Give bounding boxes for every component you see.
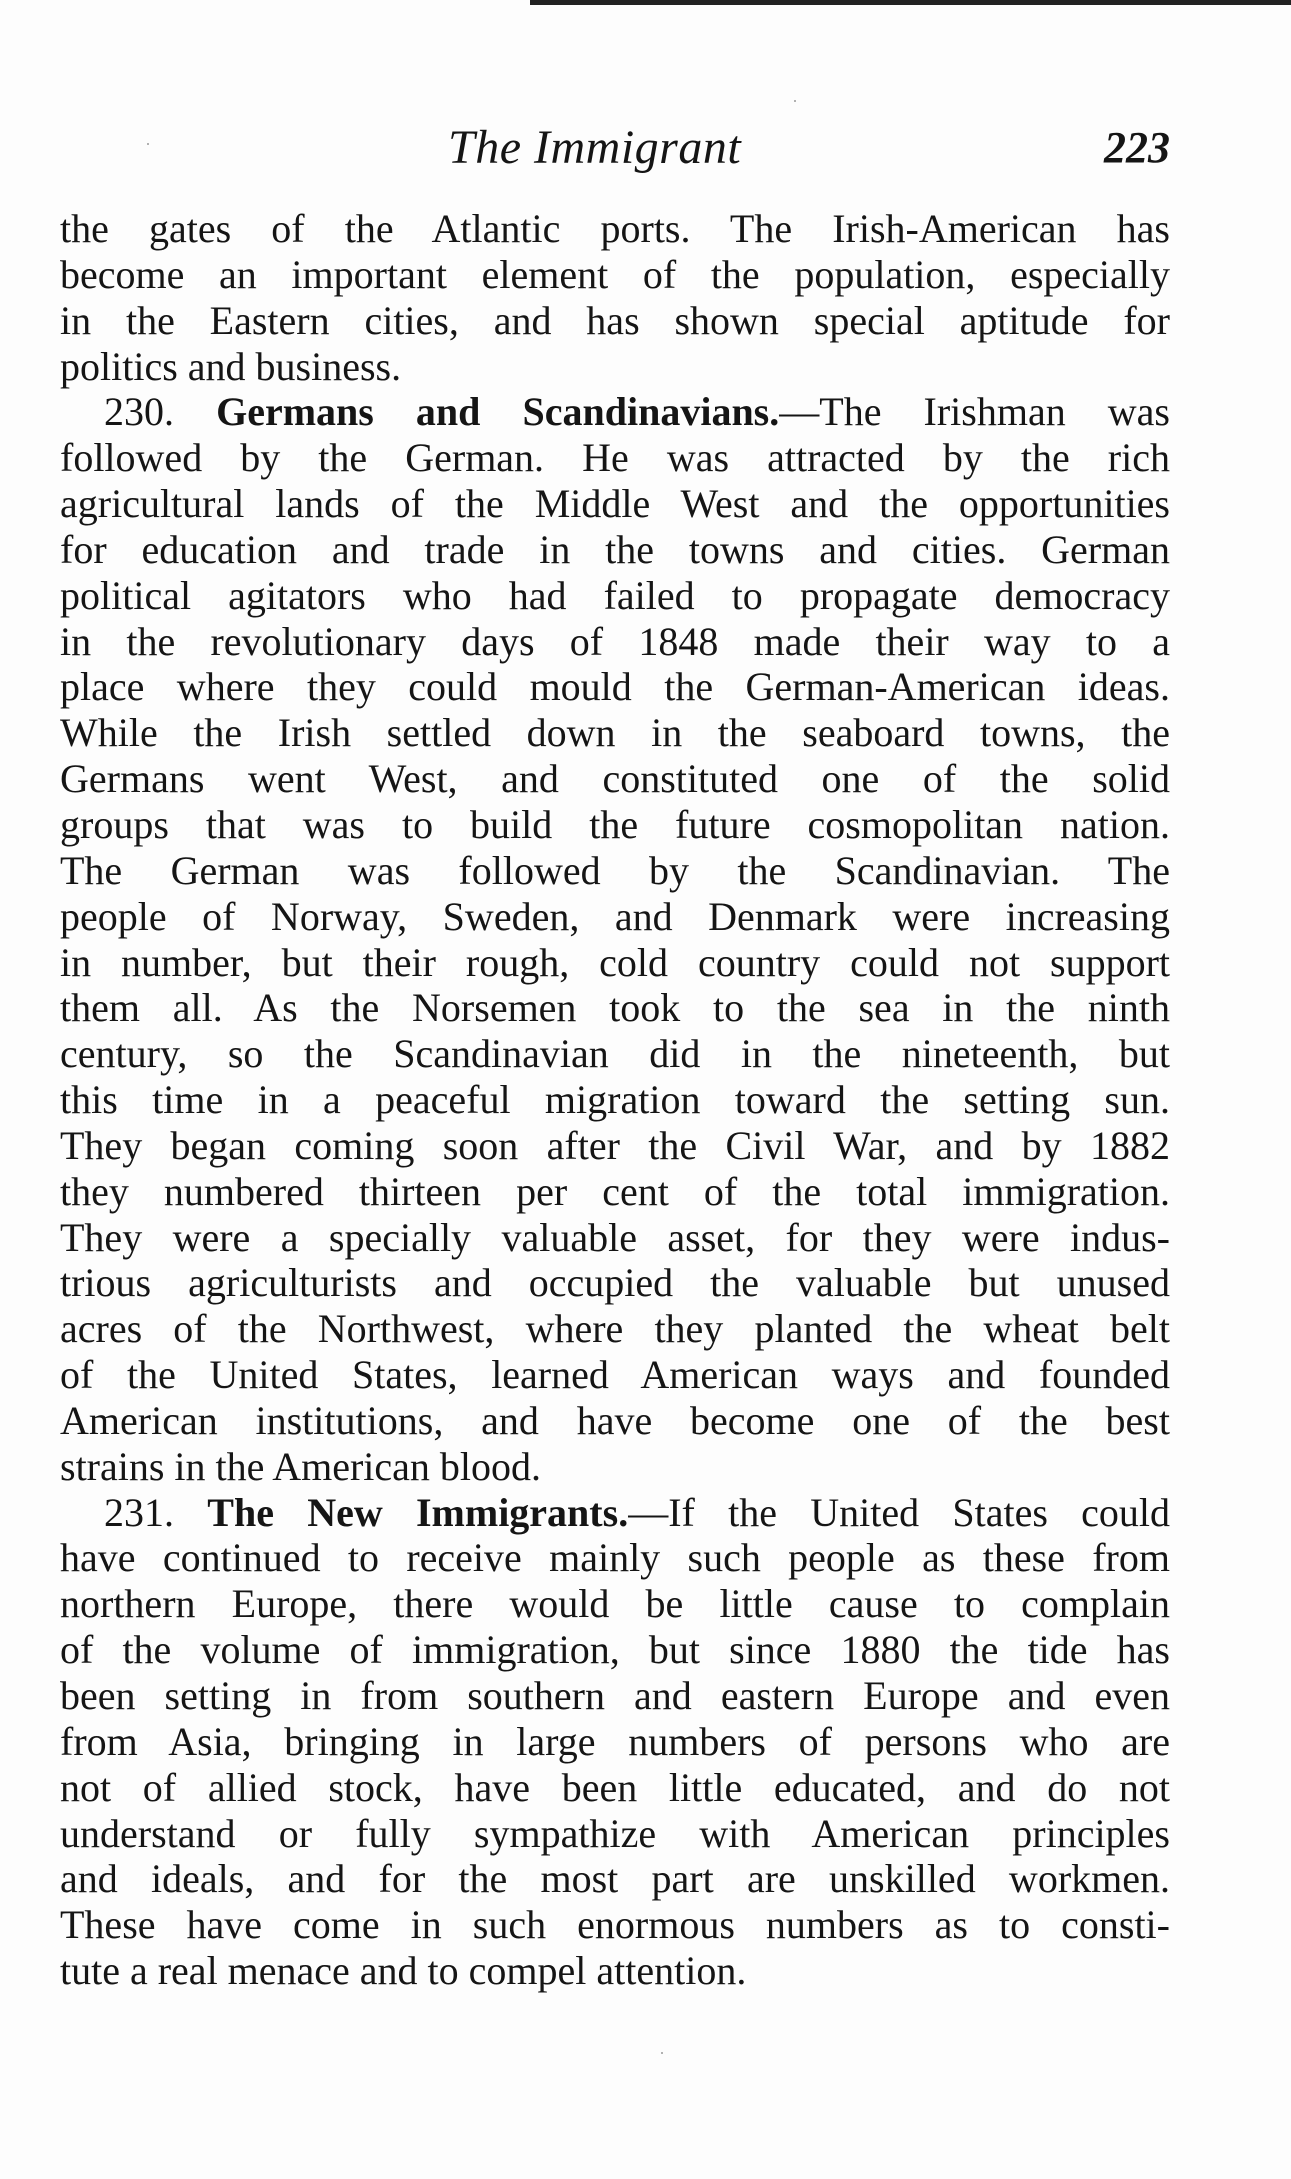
text-line: These have come in such enormous numbers as to consti-: [60, 1902, 1170, 1948]
text-line: in the Eastern cities, and has shown special aptitude for: [60, 297, 1170, 343]
section-number: 230.: [104, 389, 174, 435]
text-line: century, so the Scandinavian did in the nineteenth, but: [60, 1031, 1170, 1077]
text-line: acres of the Northwest, where they planted the wheat belt: [60, 1306, 1170, 1352]
section-230-first-line: [60, 389, 1170, 435]
text-line: from Asia, bringing in large numbers of persons who are: [60, 1718, 1170, 1764]
text-line: place where they could mould the German-American ideas.: [60, 664, 1170, 710]
text-line: followed by the German. He was attracted by the rich: [60, 435, 1170, 481]
text-line: of the volume of immigration, but since 1880 the tide has: [60, 1627, 1170, 1673]
scan-speck: [794, 100, 796, 102]
text-line: political agitators who had failed to propagate democracy: [60, 572, 1170, 618]
section-text: —The Irishman was: [779, 389, 1170, 435]
body-text: [60, 206, 1170, 1994]
text-line: they numbered thirteen per cent of the total immigration.: [60, 1168, 1170, 1214]
text-line: for education and trade in the towns and cities. German: [60, 526, 1170, 572]
section-heading: Germans and Scandinavians.: [216, 389, 780, 435]
scan-top-edge: [530, 0, 1291, 5]
text-line: agricultural lands of the Middle West and the opportunities: [60, 481, 1170, 527]
running-title: The Immigrant: [448, 121, 742, 174]
text-line: The German was followed by the Scandinavian. The: [60, 847, 1170, 893]
text-line: While the Irish settled down in the seaboard towns, the: [60, 710, 1170, 756]
text-line: this time in a peaceful migration toward the setting sun.: [60, 1077, 1170, 1123]
text-line: They were a specially valuable asset, for they were indus-: [60, 1214, 1170, 1260]
text-line: been setting in from southern and eastern Europe and even: [60, 1673, 1170, 1718]
scan-speck: [661, 2052, 663, 2054]
scan-speck: [147, 143, 149, 145]
text-line: the gates of the Atlantic ports. The Irish-American has: [60, 206, 1170, 251]
text-line: groups that was to build the future cosmopolitan nation.: [60, 801, 1170, 847]
text-line: tute a real menace and to compel attention.: [60, 1948, 747, 1994]
text-line: become an important element of the population, especially: [60, 251, 1170, 297]
page-number: 223: [1104, 123, 1170, 172]
text-line: Germans went West, and constituted one of the solid: [60, 756, 1170, 802]
text-line: in the revolutionary days of 1848 made their way to a: [60, 618, 1170, 664]
text-line: not of allied stock, have been little educated, and do not: [60, 1764, 1170, 1810]
text-line: strains in the American blood.: [60, 1443, 542, 1489]
section-231-first-line: [60, 1490, 1170, 1536]
text-line: northern Europe, there would be little cause to complain: [60, 1581, 1170, 1627]
text-line: people of Norway, Sweden, and Denmark were increasing: [60, 893, 1170, 939]
section-text: —If the United States could: [628, 1489, 1171, 1535]
text-line: in number, but their rough, cold country could not support: [60, 939, 1170, 985]
text-line: politics and business.: [60, 343, 402, 389]
text-line: understand or fully sympathize with American principles: [60, 1810, 1170, 1856]
text-line: American institutions, and have become one of the best: [60, 1397, 1170, 1443]
text-line: trious agriculturists and occupied the valuable but unused: [60, 1260, 1170, 1306]
text-line: They began coming soon after the Civil War, and by 1882: [60, 1122, 1170, 1168]
text-line: of the United States, learned American ways and founded: [60, 1352, 1170, 1398]
text-line: and ideals, and for the most part are unskilled workmen.: [60, 1856, 1170, 1902]
text-line: them all. As the Norsemen took to the sea in the ninth: [60, 985, 1170, 1031]
section-number: 231.: [104, 1489, 174, 1535]
section-heading: The New Immigrants.: [207, 1489, 629, 1535]
text-line: have continued to receive mainly such people as these from: [60, 1535, 1170, 1581]
page-header: [62, 118, 1170, 178]
